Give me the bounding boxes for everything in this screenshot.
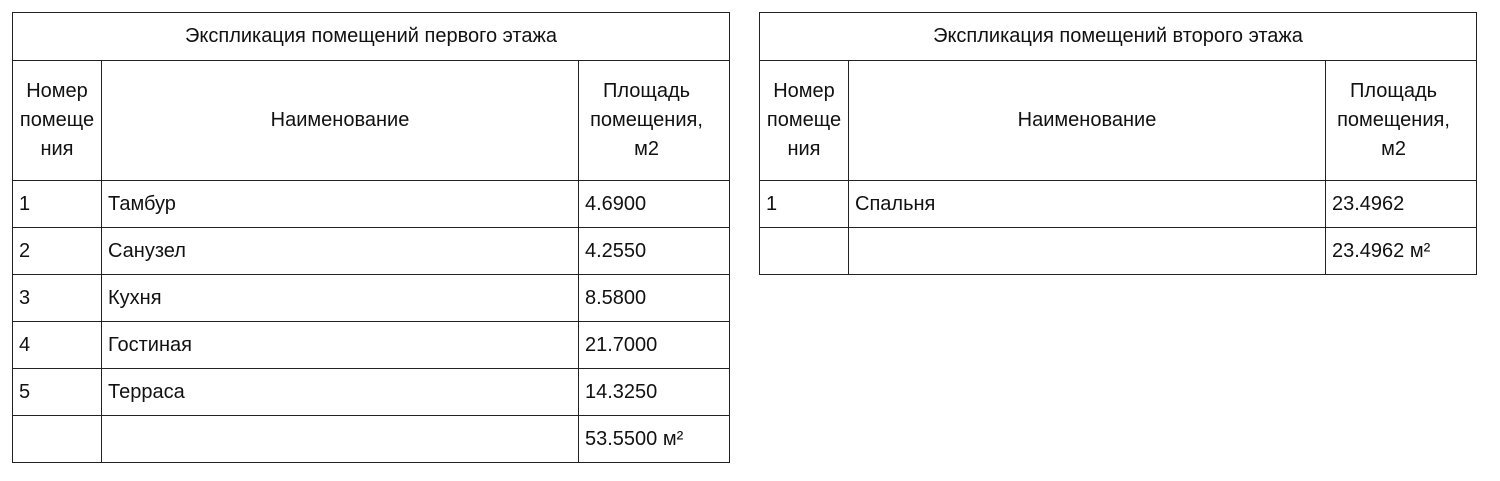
total-row	[13, 416, 730, 463]
table-title-row	[13, 13, 730, 61]
room-area-cell: 4.6900	[579, 181, 730, 228]
table-row	[13, 275, 730, 322]
table-row	[13, 369, 730, 416]
column-header-name: Наименование	[102, 61, 579, 181]
column-header-area	[579, 61, 730, 181]
header-row	[13, 61, 730, 181]
column-header-area-label: Площадь помещения, м2	[1337, 80, 1450, 160]
room-number-cell: 2	[13, 228, 102, 275]
total-area-cell: 23.4962 м²	[1326, 228, 1477, 275]
room-area-cell: 8.5800	[579, 275, 730, 322]
total-name-cell	[849, 228, 1326, 275]
room-area-cell: 4.2550	[579, 228, 730, 275]
room-number-cell: 4	[13, 322, 102, 369]
table-row	[13, 181, 730, 228]
room-area-cell: 23.4962	[1326, 181, 1477, 228]
room-number-cell: 3	[13, 275, 102, 322]
header-row	[760, 61, 1477, 181]
room-number-cell: 1	[13, 181, 102, 228]
second-floor-explication-table	[759, 12, 1477, 275]
table-row	[760, 181, 1477, 228]
room-area-cell: 21.7000	[579, 322, 730, 369]
room-name-cell: Кухня	[102, 275, 579, 322]
room-number-cell: 1	[760, 181, 849, 228]
column-header-name: Наименование	[849, 61, 1326, 181]
table-row	[13, 322, 730, 369]
first-floor-explication-table	[12, 12, 730, 463]
column-header-number: Номер помеще ния	[13, 61, 102, 181]
total-number-cell	[13, 416, 102, 463]
table-row	[13, 228, 730, 275]
table-title-row	[760, 13, 1477, 61]
room-number-cell: 5	[13, 369, 102, 416]
column-header-area-label: Площадь помещения, м2	[590, 80, 703, 160]
room-name-cell: Гостиная	[102, 322, 579, 369]
column-header-area	[1326, 61, 1477, 181]
table-title: Экспликация помещений второго этажа	[760, 13, 1477, 61]
room-area-cell: 14.3250	[579, 369, 730, 416]
table-title: Экспликация помещений первого этажа	[13, 13, 730, 61]
total-name-cell	[102, 416, 579, 463]
room-name-cell: Терраса	[102, 369, 579, 416]
room-name-cell: Тамбур	[102, 181, 579, 228]
total-number-cell	[760, 228, 849, 275]
column-header-number: Номер помеще ния	[760, 61, 849, 181]
total-area-cell: 53.5500 м²	[579, 416, 730, 463]
room-name-cell: Санузел	[102, 228, 579, 275]
total-row	[760, 228, 1477, 275]
room-name-cell: Спальня	[849, 181, 1326, 228]
